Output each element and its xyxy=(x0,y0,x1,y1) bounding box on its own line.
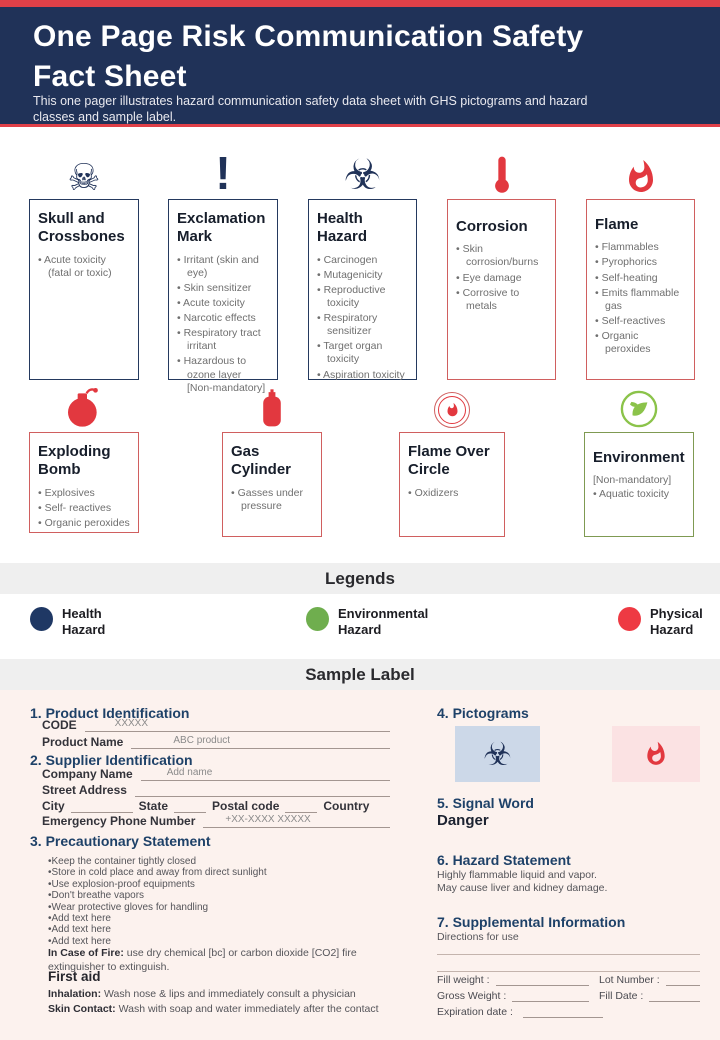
card-bullet: • Self- reactives xyxy=(38,502,130,515)
card-title: Gas Cylinder xyxy=(231,443,292,479)
product-name-label: Product Name xyxy=(42,735,124,749)
hazard-card-flame xyxy=(586,199,695,380)
gross-weight-field xyxy=(512,988,589,1002)
page-subtitle: This one pager illustrates hazard communication safety data sheet with GHS pictograms and hazard classes and sample label. xyxy=(33,94,588,124)
hazard-card-health-hazard xyxy=(308,199,417,380)
card-bullet: • Aspiration toxicity xyxy=(317,369,408,382)
street-address-label: Street Address xyxy=(42,783,127,797)
company-name-row xyxy=(42,767,390,781)
card-title: Corrosion xyxy=(456,218,528,235)
postal-code-field xyxy=(285,799,317,813)
city-state-row xyxy=(42,799,390,813)
legend-label-physical: Physical Hazard xyxy=(650,606,703,638)
code-row xyxy=(42,718,390,732)
hazard-card-exclamation-mark xyxy=(168,199,278,394)
card-bullet: • Organic peroxides xyxy=(595,330,686,356)
card-bullet: • Aquatic toxicity xyxy=(593,488,685,501)
hazard-card-exploding-bomb xyxy=(29,432,139,533)
hazard-statement-text: Highly flammable liquid and vapor. May cause liver and kidney damage. xyxy=(437,869,608,894)
gross-weight-fill-date-row xyxy=(437,988,700,1002)
hazard-statement-heading: 6. Hazard Statement xyxy=(437,852,571,868)
legend-label-health: Health Hazard xyxy=(62,606,106,638)
postal-code-label: Postal code xyxy=(212,799,280,813)
supplemental-blank-line xyxy=(437,954,700,955)
street-address-field xyxy=(135,783,390,797)
hazard-card-corrosion xyxy=(447,199,556,380)
inhalation-text: Inhalation: Wash nose & lips and immediately consult a physician xyxy=(48,988,356,1000)
expiration-date-row xyxy=(437,1004,637,1018)
card-bullet: • Pyrophorics xyxy=(595,256,686,269)
card-title: Flame xyxy=(595,216,639,233)
state-field xyxy=(174,799,206,813)
card-bullet: • Skin sensitizer xyxy=(177,282,269,295)
pictogram-tile-biohazard xyxy=(455,726,540,782)
pictogram-tile-flame xyxy=(612,726,700,782)
bomb-icon xyxy=(29,386,139,428)
card-bullet: • Irritant (skin and eye) xyxy=(177,254,269,280)
pictograms-heading: 4. Pictograms xyxy=(437,705,529,721)
card-bullet: • Flammables xyxy=(595,241,686,254)
card-bullet: • Self-reactives xyxy=(595,315,686,328)
header xyxy=(0,0,720,127)
lot-number-field xyxy=(666,972,700,986)
supplemental-information-heading: 7. Supplemental Information xyxy=(437,914,626,930)
skull-crossbones-icon: ☠ xyxy=(67,156,101,199)
inhalation-label: Inhalation: xyxy=(48,988,102,1000)
street-address-row xyxy=(42,783,390,797)
card-bullet: • Corrosive to metals xyxy=(456,287,547,313)
card-bullet: • Mutagenicity xyxy=(317,269,408,282)
card-bullet: • Oxidizers xyxy=(408,487,496,500)
card-bullet: • Respiratory tract irritant xyxy=(177,327,269,353)
hazard-card-flame-over-circle xyxy=(399,432,505,537)
lot-number-label: Lot Number : xyxy=(599,974,660,986)
precautionary-bullet: • Add text here xyxy=(48,924,383,935)
flame-pictogram-icon xyxy=(643,740,669,768)
card-bullet: • Hazardous to ozone layer [Non-mandatory] xyxy=(177,355,269,394)
fill-date-label: Fill Date : xyxy=(599,990,644,1002)
card-bullet: • Respiratory sensitizer xyxy=(317,312,408,338)
company-name-field: Add name xyxy=(141,767,390,781)
card-bullet: • Self-heating xyxy=(595,272,686,285)
biohazard-icon: ☣ xyxy=(343,150,382,199)
supplier-identification-heading: 2. Supplier Identification xyxy=(30,752,193,768)
emergency-phone-row xyxy=(42,814,390,828)
biohazard-pictogram-icon: ☣ xyxy=(483,735,512,773)
in-case-of-fire-text: In Case of Fire: use dry chemical [bc] or carbon dioxide [CO2] fire extinguisher to extinguish. xyxy=(48,947,357,973)
legend-label-environmental: Environmental Hazard xyxy=(338,606,429,638)
in-case-of-fire-label: In Case of Fire: xyxy=(48,947,124,959)
first-aid-heading: First aid xyxy=(48,969,101,984)
card-bullet: • Acute toxicity xyxy=(177,297,269,310)
precautionary-bullet: • Store in cold place and away from direct sunlight xyxy=(48,867,383,878)
signal-word-value: Danger xyxy=(437,812,489,829)
signal-word-heading: 5. Signal Word xyxy=(437,795,534,811)
company-name-label: Company Name xyxy=(42,767,133,781)
legends-band xyxy=(0,563,720,594)
card-bullet: • Carcinogen xyxy=(317,254,408,267)
precautionary-bullet: • Use explosion-proof equipments xyxy=(48,879,383,890)
card-bullet: • Reproductive toxicity xyxy=(317,284,408,310)
fill-date-field xyxy=(649,988,700,1002)
hazard-card-gas-cylinder xyxy=(222,432,322,537)
hazard-card-environment xyxy=(584,432,694,537)
card-bullet: • Acute toxicity (fatal or toxic) xyxy=(38,254,130,280)
precautionary-bullet: • Add text here xyxy=(48,936,383,947)
card-bullet: • Organic peroxides xyxy=(38,517,130,530)
card-title: Exclamation Mark xyxy=(177,210,266,246)
product-identification-heading: 1. Product Identification xyxy=(30,705,190,721)
sample-label-band xyxy=(0,659,720,690)
precautionary-bullet: • Keep the container tightly closed xyxy=(48,856,383,867)
city-field xyxy=(71,799,133,813)
card-bullet: • Explosives xyxy=(38,487,130,500)
card-bullet: • Eye damage xyxy=(456,272,547,285)
card-title: Exploding Bomb xyxy=(38,443,111,479)
directions-for-use-text: Directions for use xyxy=(437,931,519,943)
emergency-phone-field: +XX-XXXX XXXXX xyxy=(203,814,390,828)
health-hazard-dot xyxy=(30,607,53,631)
card-bullet: • Emits flammable gas xyxy=(595,287,686,313)
emergency-phone-label: Emergency Phone Number xyxy=(42,814,196,828)
card-bullet: • Gasses under pressure xyxy=(231,487,313,513)
legends-title: Legends xyxy=(325,568,395,588)
fill-weight-field xyxy=(496,972,589,986)
thermometer-icon xyxy=(447,150,556,196)
leaf-icon xyxy=(584,386,694,428)
precautionary-bullet: • Add text here xyxy=(48,913,383,924)
precautionary-bullet: • Wear protective gloves for handling xyxy=(48,902,383,913)
fill-weight-label: Fill weight : xyxy=(437,974,490,986)
flame-icon xyxy=(586,150,695,196)
code-field: XXXXX xyxy=(85,718,390,732)
card-bullet: • Narcotic effects xyxy=(177,312,269,325)
state-label: State xyxy=(138,799,169,813)
gross-weight-label: Gross Weight : xyxy=(437,990,507,1002)
page-title: One Page Risk Communication Safety Fact Sheet xyxy=(33,20,584,93)
card-bullet: • Target organ toxicity xyxy=(317,340,408,366)
precautionary-statement-heading: 3. Precautionary Statement xyxy=(30,833,211,849)
card-title: Health Hazard xyxy=(317,210,368,246)
environmental-hazard-dot xyxy=(306,607,329,631)
precautionary-bullet-list xyxy=(48,856,383,947)
fill-weight-lot-number-row xyxy=(437,972,700,986)
skin-contact-label: Skin Contact: xyxy=(48,1003,116,1015)
physical-hazard-dot xyxy=(618,607,641,631)
product-name-field: ABC product xyxy=(131,735,390,749)
city-label: City xyxy=(42,799,65,813)
exclamation-mark-icon: ! xyxy=(215,147,231,200)
skin-contact-text: Skin Contact: Wash with soap and water immediately after the contact xyxy=(48,1003,379,1015)
card-note: [Non-mandatory] xyxy=(593,474,672,487)
expiration-date-field xyxy=(523,1004,603,1018)
hazard-card-skull-and-crossbones xyxy=(29,199,139,380)
sample-label-title: Sample Label xyxy=(305,664,415,684)
gas-cylinder-icon xyxy=(222,386,322,428)
precautionary-bullet: • Don't breathe vapors xyxy=(48,890,383,901)
card-title: Skull and Crossbones xyxy=(38,210,125,246)
product-name-row xyxy=(42,735,390,749)
expiration-date-label: Expiration date : xyxy=(437,1006,513,1018)
code-label: CODE xyxy=(42,718,77,732)
flame-over-circle-icon xyxy=(399,386,505,428)
card-title: Environment xyxy=(593,449,685,466)
country-label: Country xyxy=(323,799,370,813)
card-bullet: • Skin corrosion/burns xyxy=(456,243,547,269)
card-title: Flame Over Circle xyxy=(408,443,490,479)
